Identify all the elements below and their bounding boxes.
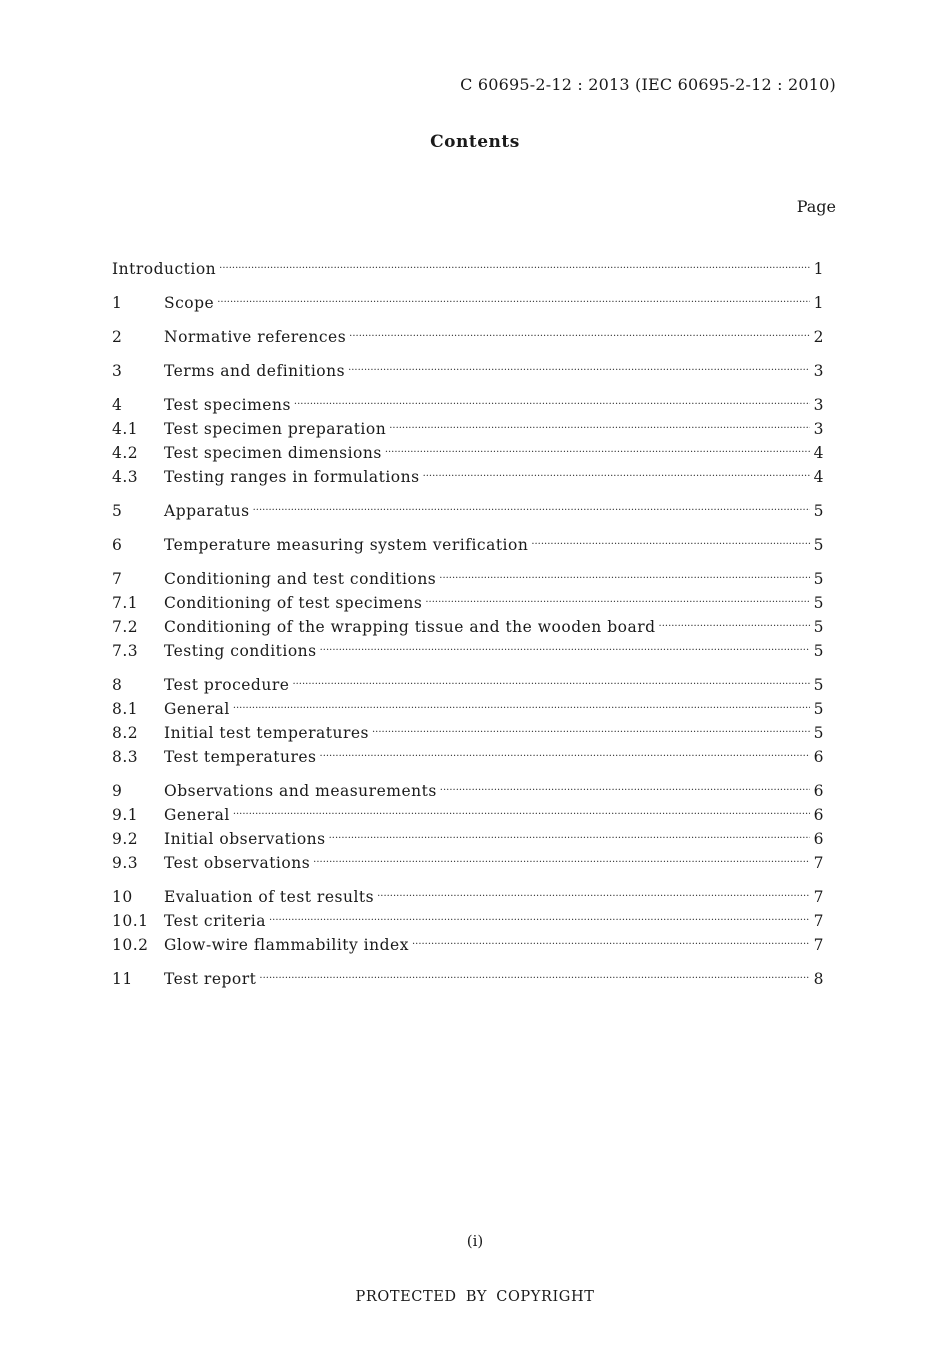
toc-entry-number: 10 — [112, 888, 133, 906]
toc-entry-title: Normative references — [164, 328, 347, 346]
dot-leader — [389, 417, 810, 441]
toc-entry-title: Test procedure — [164, 676, 290, 694]
toc-entry-number: 4.1 — [112, 420, 139, 438]
toc-entry-page: 5 — [813, 700, 824, 718]
toc-entry-number: 2 — [112, 328, 123, 346]
toc-entry-title: Conditioning and test conditions — [164, 570, 437, 588]
toc-entry-page: 7 — [813, 912, 824, 930]
toc-entry-number: 9 — [112, 782, 123, 800]
toc-entry-title: Initial test temperatures — [164, 724, 369, 742]
toc-entry[interactable] — [112, 885, 824, 909]
toc-entry[interactable] — [112, 567, 824, 591]
toc-entry[interactable] — [112, 803, 824, 827]
toc-entry-page: 6 — [813, 748, 824, 766]
toc-entry-title: Conditioning of the wrapping tissue and the wooden board — [164, 618, 656, 636]
toc-entry-title: Evaluation of test results — [164, 888, 375, 906]
toc-entry-page: 6 — [813, 806, 824, 824]
toc-entry-page: 3 — [813, 362, 824, 380]
footer-page-number: (i) — [466, 1232, 484, 1250]
toc-entry[interactable] — [112, 393, 824, 417]
toc-entry-number: 8 — [112, 676, 123, 694]
toc-entry-number: 9.2 — [112, 830, 139, 848]
dot-leader — [531, 533, 810, 557]
toc-entry[interactable] — [112, 257, 824, 281]
dot-leader — [349, 325, 810, 349]
dot-leader — [269, 909, 810, 933]
toc-entry-number: 10.2 — [112, 936, 149, 954]
toc-entry-number: 8.1 — [112, 700, 139, 718]
toc-entry[interactable] — [112, 745, 824, 769]
dot-leader — [313, 851, 810, 875]
toc-entry-title: Testing conditions — [164, 642, 317, 660]
dot-leader — [348, 359, 810, 383]
toc-entry[interactable] — [112, 615, 824, 639]
toc-entry-page: 1 — [813, 294, 824, 312]
toc-entry[interactable] — [112, 359, 824, 383]
dot-leader — [385, 441, 810, 465]
toc-entry-number: 8.2 — [112, 724, 139, 742]
dot-leader — [233, 697, 810, 721]
toc-entry-number: 5 — [112, 502, 123, 520]
toc-entry-page: 5 — [813, 594, 824, 612]
toc-entry[interactable] — [112, 909, 824, 933]
toc-entry-title: Test criteria — [164, 912, 266, 930]
toc-entry-number: 4 — [112, 396, 123, 414]
toc-entry-title: Test specimen preparation — [164, 420, 387, 438]
toc-entry[interactable] — [112, 851, 824, 875]
toc-entry[interactable] — [112, 967, 824, 991]
copyright-notice: PROTECTED BY COPYRIGHT — [355, 1289, 595, 1305]
toc-entry[interactable] — [112, 417, 824, 441]
dot-leader — [320, 745, 810, 769]
toc-entry-page: 6 — [813, 830, 824, 848]
dot-leader — [659, 615, 810, 639]
toc-entry-number: 9.1 — [112, 806, 139, 824]
dot-leader — [217, 291, 810, 315]
toc-entry-title: Testing ranges in formulations — [164, 468, 420, 486]
contents-heading: Contents — [430, 132, 520, 152]
toc-entry[interactable] — [112, 721, 824, 745]
toc-entry-number: 7.3 — [112, 642, 139, 660]
toc-entry-page: 4 — [813, 444, 824, 462]
toc-entry-title: Test report — [164, 970, 257, 988]
toc-entry-page: 8 — [813, 970, 824, 988]
page-column-label: Page — [796, 197, 836, 216]
toc-entry[interactable] — [112, 779, 824, 803]
dot-leader — [253, 499, 810, 523]
toc-entry-title: Observations and measurements — [164, 782, 437, 800]
toc-entry-page: 1 — [813, 260, 824, 278]
toc-entry-number: 7.1 — [112, 594, 139, 612]
toc-entry-number: 3 — [112, 362, 123, 380]
toc-entry[interactable] — [112, 441, 824, 465]
toc-entry-title: General — [164, 806, 230, 824]
toc-entry-page: 5 — [813, 676, 824, 694]
toc-entry-number: 8.3 — [112, 748, 139, 766]
toc-entry-number: 10.1 — [112, 912, 149, 930]
toc-entry-title: Terms and definitions — [164, 362, 346, 380]
toc-entry-title: Initial observations — [164, 830, 326, 848]
toc-entry-number: 4.3 — [112, 468, 139, 486]
dot-leader — [440, 779, 810, 803]
toc-entry[interactable] — [112, 673, 824, 697]
toc-entry[interactable] — [112, 639, 824, 663]
table-of-contents — [112, 257, 824, 991]
toc-entry[interactable] — [112, 465, 824, 489]
toc-entry-page: 5 — [813, 642, 824, 660]
toc-entry-title: Test observations — [164, 854, 311, 872]
dot-leader — [423, 465, 810, 489]
toc-entry-title: Introduction — [112, 260, 217, 278]
toc-entry-page: 2 — [813, 328, 824, 346]
toc-entry[interactable] — [112, 697, 824, 721]
toc-entry-title: Glow-wire flammability index — [164, 936, 409, 954]
toc-entry-page: 4 — [813, 468, 824, 486]
toc-entry-page: 5 — [813, 570, 824, 588]
toc-entry[interactable] — [112, 533, 824, 557]
toc-entry-page: 7 — [813, 888, 824, 906]
toc-entry-title: Apparatus — [164, 502, 250, 520]
toc-entry-number: 6 — [112, 536, 123, 554]
toc-entry-page: 6 — [813, 782, 824, 800]
toc-entry[interactable] — [112, 325, 824, 349]
toc-entry-title: Conditioning of test specimens — [164, 594, 423, 612]
dot-leader — [233, 803, 810, 827]
toc-entry-page: 7 — [813, 936, 824, 954]
toc-entry-page: 5 — [813, 502, 824, 520]
toc-entry-page: 5 — [813, 724, 824, 742]
toc-entry-page: 3 — [813, 396, 824, 414]
toc-entry-title: Test temperatures — [164, 748, 317, 766]
dot-leader — [294, 393, 810, 417]
toc-entry-number: 4.2 — [112, 444, 139, 462]
toc-entry[interactable] — [112, 827, 824, 851]
dot-leader — [292, 673, 810, 697]
toc-entry-page: 5 — [813, 618, 824, 636]
toc-entry-number: 7 — [112, 570, 123, 588]
toc-entry[interactable] — [112, 933, 824, 957]
toc-entry[interactable] — [112, 291, 824, 315]
toc-entry-title: Temperature measuring system verification — [164, 536, 529, 554]
document-identifier: C 60695-2-12 : 2013 (IEC 60695-2-12 : 2010) — [460, 75, 836, 94]
toc-entry-number: 1 — [112, 294, 123, 312]
dot-leader — [372, 721, 810, 745]
dot-leader — [329, 827, 810, 851]
dot-leader — [219, 257, 810, 281]
toc-entry-page: 3 — [813, 420, 824, 438]
dot-leader — [320, 639, 810, 663]
toc-entry[interactable] — [112, 591, 824, 615]
toc-entry-title: Test specimens — [164, 396, 291, 414]
toc-entry-number: 9.3 — [112, 854, 139, 872]
toc-entry-title: Scope — [164, 294, 215, 312]
toc-entry-page: 7 — [813, 854, 824, 872]
dot-leader — [412, 933, 810, 957]
toc-entry-page: 5 — [813, 536, 824, 554]
toc-entry-title: General — [164, 700, 230, 718]
dot-leader — [377, 885, 810, 909]
dot-leader — [439, 567, 810, 591]
toc-entry[interactable] — [112, 499, 824, 523]
toc-entry-number: 7.2 — [112, 618, 139, 636]
dot-leader — [425, 591, 810, 615]
toc-entry-number: 11 — [112, 970, 133, 988]
dot-leader — [259, 967, 810, 991]
toc-entry-title: Test specimen dimensions — [164, 444, 382, 462]
